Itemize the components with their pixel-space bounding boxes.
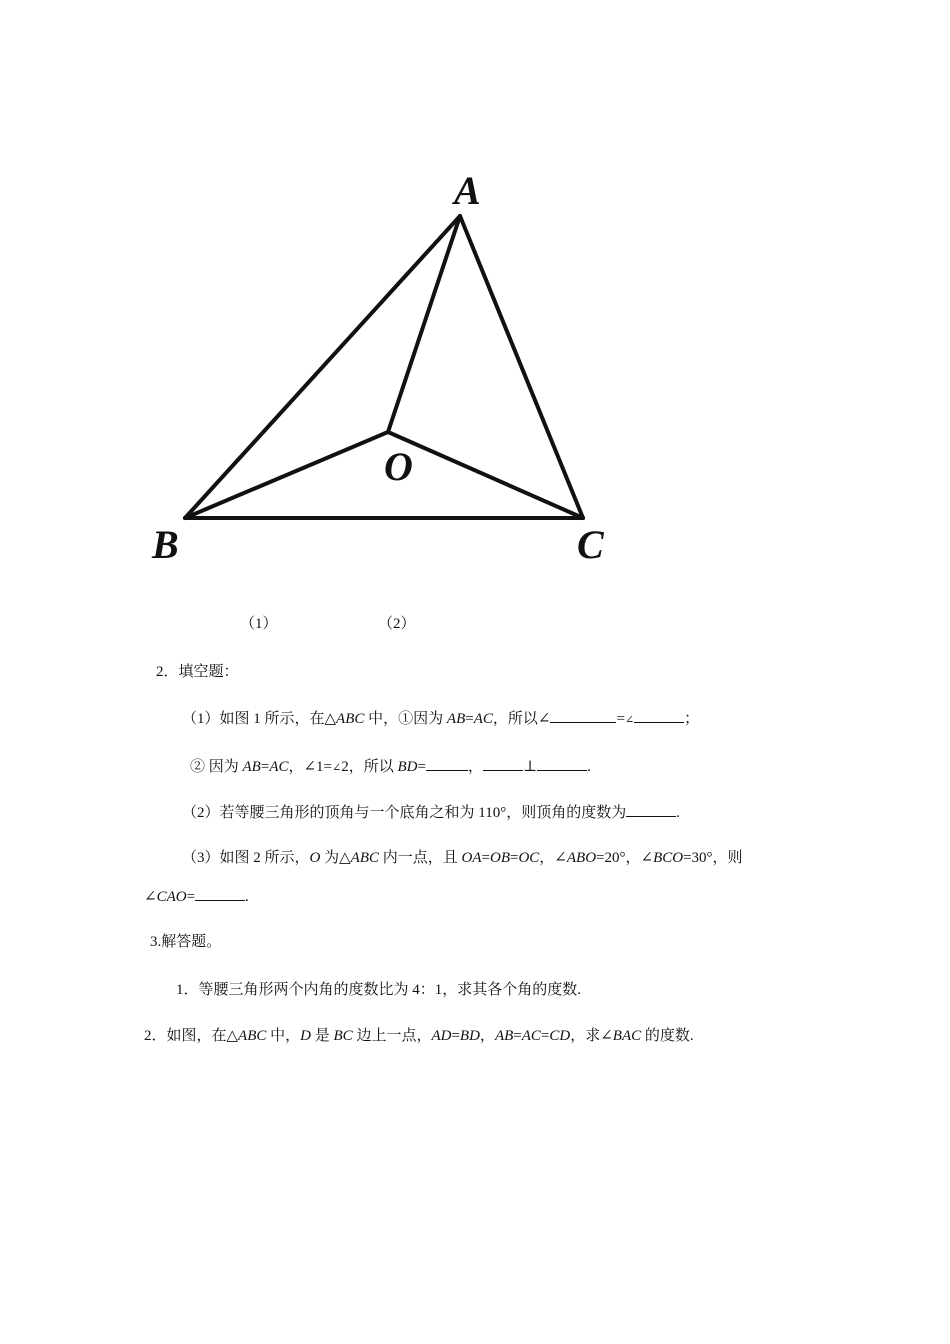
answer-blank-7[interactable] — [195, 886, 245, 901]
vertex-label-o: O — [384, 444, 413, 489]
question-1: （1）如图 1 所示，在△ABC 中，①因为 AB=AC，所以∠ =∠ ； — [182, 708, 699, 730]
triangle-figure — [140, 160, 640, 580]
question-3: （3）如图 2 所示，O 为△ABC 内一点，且 OA=OB=OC，∠ABO=20°，∠BCO=30°，则 — [182, 850, 743, 866]
vertex-label-c: C — [577, 522, 604, 567]
segment-ab — [185, 216, 460, 518]
figure-caption-1: （1） — [240, 616, 278, 632]
vertex-label-b: B — [152, 522, 179, 567]
answer-blank-2[interactable] — [634, 708, 684, 723]
question-3-line-2: ∠CAO= . — [144, 886, 249, 907]
figure-caption-2: （2） — [378, 616, 416, 632]
triangle-diagram — [140, 160, 640, 580]
answer-blank-1[interactable] — [550, 708, 616, 723]
answer-blank-3[interactable] — [426, 756, 468, 771]
segment-bo — [185, 432, 388, 518]
answer-blank-4[interactable] — [483, 756, 523, 771]
problem-1: 1．等腰三角形两个内角的度数比为 4：1，求其各个角的度数. — [176, 982, 582, 998]
section-3-heading: 3.解答题。 — [150, 934, 222, 950]
section-2-heading: 2．填空题： — [156, 664, 239, 680]
answer-blank-5[interactable] — [537, 756, 587, 771]
question-1-part-2: ② 因为 AB=AC，∠1=∠2，所以 BD= ， ⊥ . — [190, 756, 591, 778]
answer-blank-6[interactable] — [626, 802, 676, 817]
vertex-label-a: A — [454, 168, 481, 213]
segment-ao — [388, 216, 460, 432]
question-2: （2）若等腰三角形的顶角与一个底角之和为 110°，则顶角的度数为 . — [182, 802, 680, 823]
problem-2: 2．如图，在△ABC 中，D 是 BC 边上一点，AD=BD，AB=AC=CD，求∠BAC 的度数. — [144, 1028, 694, 1044]
